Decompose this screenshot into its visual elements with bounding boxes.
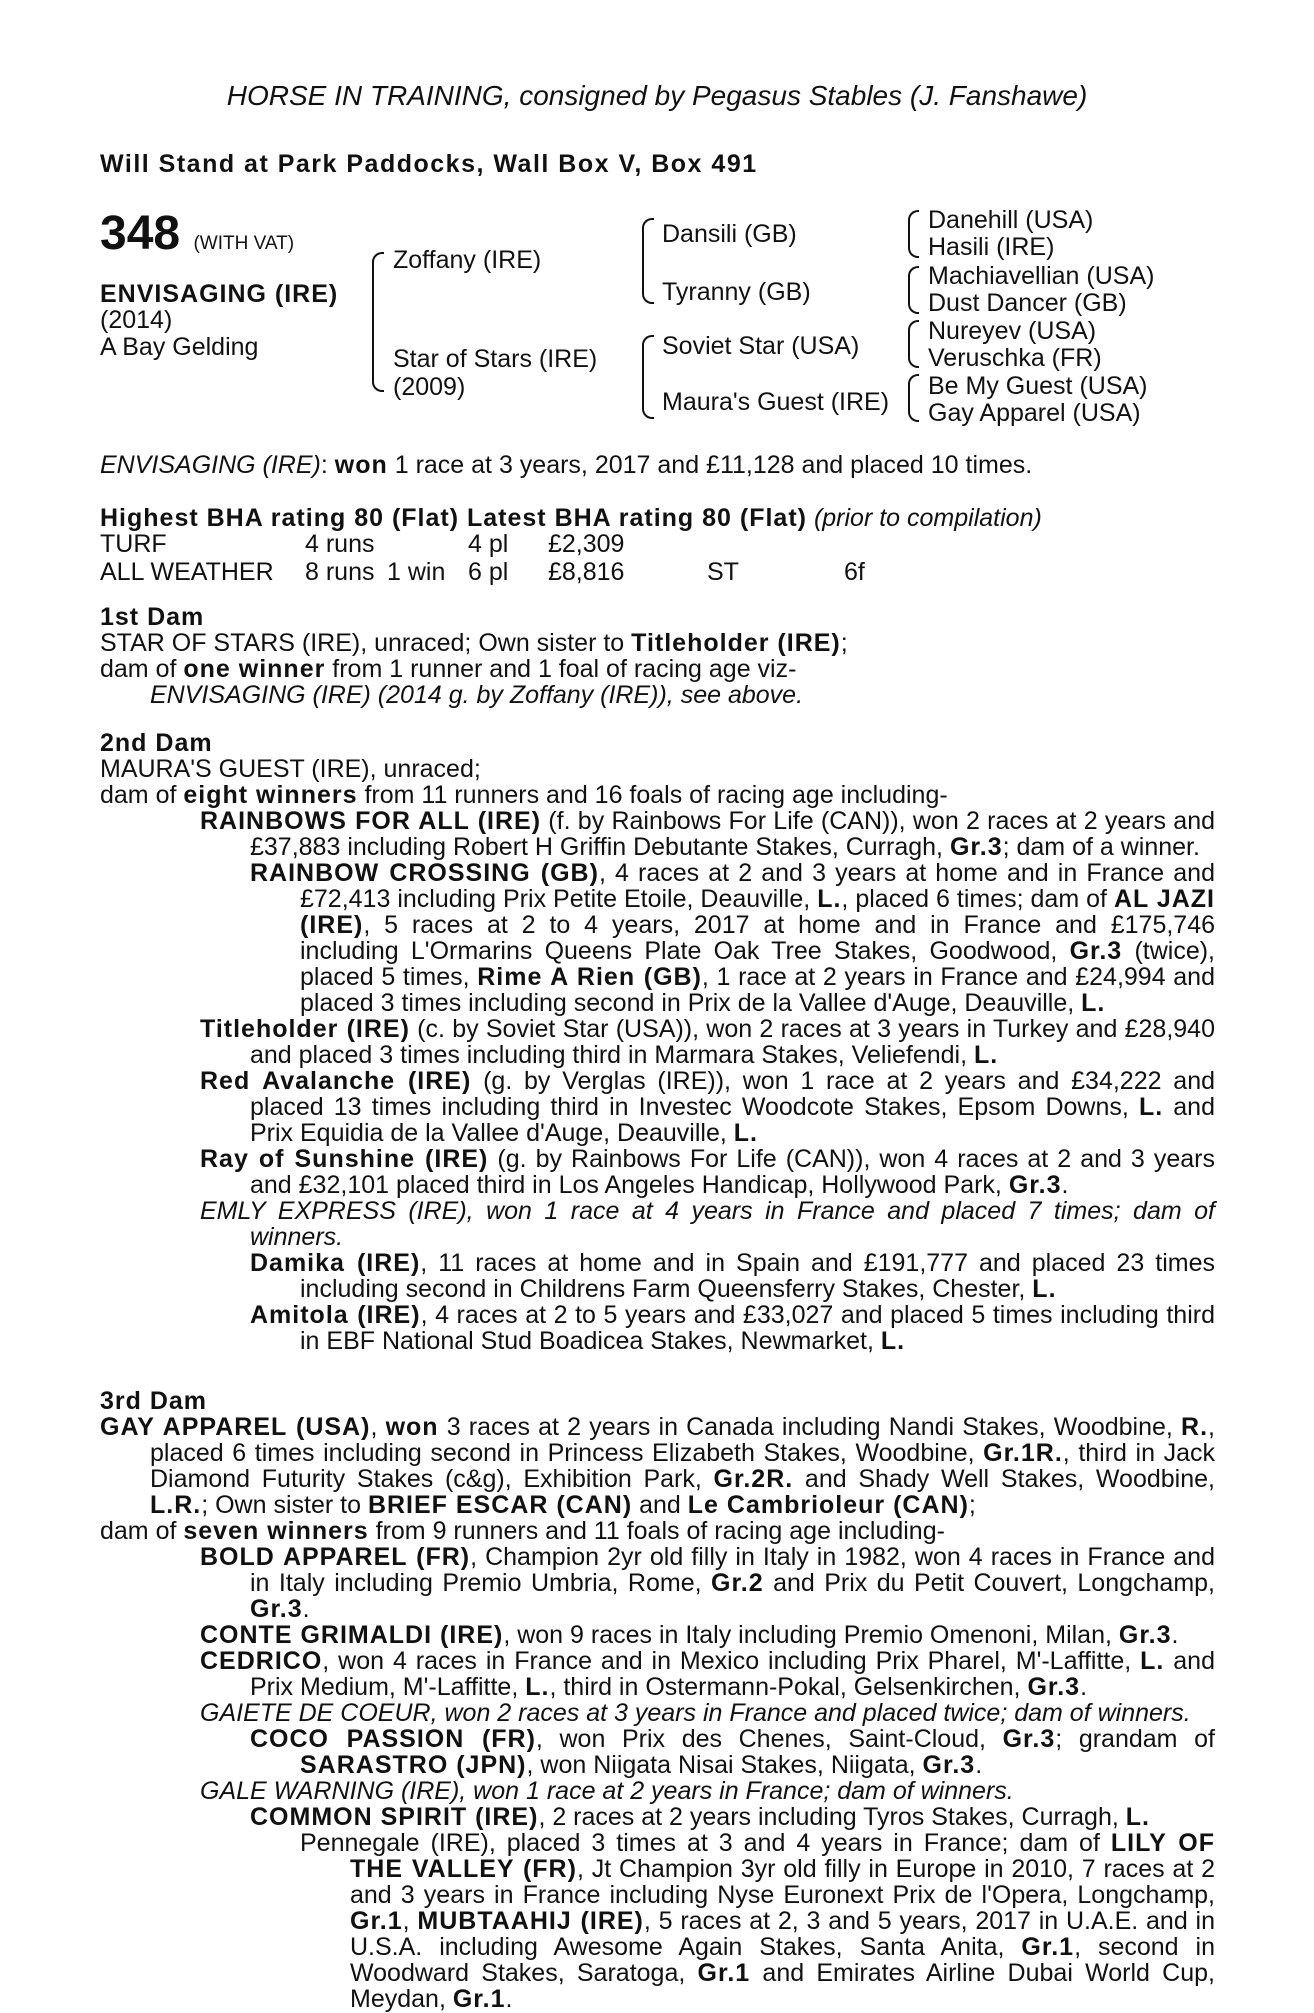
- bracket-gen3-d: [908, 374, 919, 422]
- horse-name: Amitola (IRE): [250, 1301, 421, 1329]
- grade: Gr.3: [1027, 1673, 1081, 1701]
- record-text: , third in Ostermann-Pokal, Gelsenkirchen,: [549, 1673, 1028, 1701]
- performance-row-allweather: [100, 558, 1250, 586]
- dam-sections: [100, 604, 1215, 2012]
- grade: R.: [1181, 1413, 1209, 1441]
- horse-name: BOLD APPAREL (FR): [200, 1543, 471, 1571]
- grade: L.: [733, 1119, 758, 1147]
- bracket-gen2-sire: [642, 218, 654, 304]
- record-text: , won 4 races in France and in Mexico including Prix Pharel, M'-Laffitte,: [322, 1647, 1141, 1675]
- record-text: and Prix du Petit Couvert, Longchamp,: [763, 1569, 1216, 1597]
- grade: Gr.3: [1002, 1725, 1056, 1753]
- record-text: .: [1080, 1673, 1088, 1701]
- summary-won: won: [334, 451, 388, 479]
- dam3-winners: seven winners: [183, 1517, 369, 1545]
- record-text: ;: [968, 1491, 976, 1519]
- horse-name: ENVISAGING (IRE): [100, 280, 339, 308]
- record-won: won: [385, 1413, 439, 1441]
- pedigree-sire-sire: Dansili (GB): [662, 220, 797, 248]
- perf-earnings: £2,309: [548, 530, 625, 558]
- record-text: , Champion 2yr old filly in Italy in 1982, won 4 races in France and in Italy including Premio Umbria, Rome,: [250, 1543, 1215, 1597]
- grade: Gr.1R.: [983, 1439, 1063, 1467]
- horse-year: (2014): [100, 306, 173, 334]
- dam2-progeny-rainbow-crossing: [100, 860, 1215, 1016]
- pedigree-dam-dam: Maura's Guest (IRE): [662, 388, 890, 416]
- record-text: , 4 races at 2 to 5 years and £33,027 and placed 5 times including third in EBF National Stud Boadicea Stakes, Newmarket,: [300, 1301, 1215, 1355]
- record-text: (f. by Rainbows For Life (CAN)), won 2 races at 2 years and £37,883 including Robert H Griffin Debutante Stakes, Curragh,: [250, 807, 1216, 861]
- bracket-gen3-b: [908, 266, 919, 314]
- record-text: (c. by Soviet Star (USA)), won 2 races at 3 years in Turkey and £28,940 and placed 3 times including third in Marmara Stakes, Veliefendi,: [250, 1015, 1215, 1069]
- dam1-text: STAR OF STARS (IRE), unraced; Own sister to: [100, 629, 632, 657]
- pedigree-g3: Machiavellian (USA): [928, 262, 1155, 290]
- perf-surface: ALL WEATHER: [100, 558, 274, 586]
- record-text: , placed 6 times; dam of: [841, 885, 1114, 913]
- stand-location: Will Stand at Park Paddocks, Wall Box V, Box 491: [100, 150, 758, 178]
- grade: Gr.3: [949, 833, 1003, 861]
- horse-name: Ray of Sunshine (IRE): [200, 1145, 489, 1173]
- record-text: (g. by Rainbows For Life (CAN)), won 4 races at 2 and 3 years and £32,101 placed third in Los Angeles Handicap, Hollywood Park,: [250, 1145, 1215, 1199]
- dam3-progeny-conte-grimaldi: [100, 1622, 1215, 1648]
- horse-name: COMMON SPIRIT (IRE): [250, 1803, 539, 1831]
- horse-name: GAY APPAREL (USA): [100, 1413, 371, 1441]
- performance-table: [100, 530, 1250, 586]
- dam2-progeny-rainbows-for-all: [100, 808, 1215, 860]
- dam2-progeny-titleholder: [100, 1016, 1215, 1068]
- record-text: and Emirates Airline Dubai World Cup, Meydan,: [350, 1959, 1215, 2013]
- record-text: , won Prix des Chenes, Saint-Cloud,: [535, 1725, 1003, 1753]
- dam2-progeny-emly-express: EMLY EXPRESS (IRE), won 1 race at 4 years in France and placed 7 times; dam of winners.: [200, 1197, 1215, 1251]
- grade: Gr.3: [1008, 1171, 1062, 1199]
- performance-row-turf: [100, 530, 1250, 558]
- horse-name: LILY OF THE VALLEY (FR): [350, 1829, 1215, 1883]
- pedigree-dam-sire: Soviet Star (USA): [662, 332, 860, 360]
- dam2-text: dam of: [100, 781, 184, 809]
- ratings-note: (prior to compilation): [813, 504, 1042, 532]
- lot-number: [100, 206, 294, 261]
- pedigree-g4: Dust Dancer (GB): [928, 289, 1127, 317]
- record-text: ; grandam of: [1055, 1725, 1215, 1753]
- horse-name: Rime A Rien (GB): [477, 963, 702, 991]
- dam1-heading: 1st Dam: [100, 603, 205, 631]
- dam1-text: dam of: [100, 655, 184, 683]
- dam1-line2: [100, 656, 1215, 682]
- pedigree-g6: Veruschka (FR): [928, 344, 1102, 372]
- bracket-gen2-dam: [642, 335, 654, 419]
- bracket-gen3-c: [908, 320, 919, 368]
- grade: Gr.1: [452, 1985, 506, 2013]
- perf-runs: 8 runs: [305, 558, 375, 586]
- record-text: , Jt Champion 3yr old filly in Europe in 2010, 7 races at 2 and 3 years in France including Nyse Euronext Prix de l'Opera, Longchamp,: [350, 1855, 1215, 1909]
- grade: L.: [880, 1327, 906, 1355]
- record-text: , third in Jack Diamond Futurity Stakes (c&g), Exhibition Park,: [150, 1439, 1215, 1493]
- grade: L.: [1081, 989, 1106, 1017]
- record-text: .: [505, 1985, 513, 2013]
- record-text: , 5 races at 2 to 4 years, 2017 at home and in France and £175,746 including L'Ormarins Queens Plate Oak Tree Stakes, Goodwood,: [300, 911, 1215, 965]
- grade: L.: [1140, 1647, 1165, 1675]
- horse-name: RAINBOW CROSSING (GB): [250, 859, 599, 887]
- horse-name: COCO PASSION (FR): [250, 1725, 536, 1753]
- record-text: Pennegale (IRE), placed 3 times at 3 and 4 years in France; dam of: [300, 1829, 1111, 1857]
- grade: Gr.3: [1069, 937, 1123, 965]
- pedigree-g7: Be My Guest (USA): [928, 372, 1148, 400]
- dam3-progeny-bold-apparel: [100, 1544, 1215, 1622]
- record-text: .: [1061, 1171, 1069, 1199]
- perf-earnings: £8,816: [548, 558, 625, 586]
- dam2-progeny-ray-of-sunshine: [100, 1146, 1215, 1198]
- dam2-progeny-red-avalanche: [100, 1068, 1215, 1146]
- perf-wins: 1 win: [387, 558, 446, 586]
- dam1-sister: Titleholder (IRE): [631, 629, 841, 657]
- grade: Gr.3: [250, 1595, 303, 1623]
- horse-name: BRIEF ESCAR (CAN): [367, 1491, 633, 1519]
- grade: L.: [525, 1673, 550, 1701]
- pedigree-g5: Nureyev (USA): [928, 317, 1097, 345]
- dam1-line1: [100, 630, 1215, 656]
- pedigree-sire: Zoffany (IRE): [393, 246, 542, 274]
- dam1-text: from 1 runner and 1 foal of racing age viz-: [325, 655, 797, 683]
- dam3-progeny-gale-warning: GALE WARNING (IRE), won 1 race at 2 years in France; dam of winners.: [200, 1777, 1014, 1805]
- page-header: HORSE IN TRAINING, consigned by Pegasus Stables (J. Fanshawe): [226, 80, 1088, 111]
- dam3-progeny-coco-passion: [100, 1726, 1215, 1778]
- perf-runs: 4 runs: [305, 530, 375, 558]
- dam3-progeny-cedrico: [100, 1648, 1215, 1700]
- perf-placed: 4 pl: [468, 530, 509, 558]
- vat-note: (WITH VAT): [193, 233, 295, 254]
- horse-name: AL JAZI (IRE): [300, 885, 1215, 939]
- record-text: .: [975, 1751, 983, 1779]
- pedigree-g1: Danehill (USA): [928, 206, 1094, 234]
- dam3-gay-apparel: [100, 1414, 1215, 1518]
- record-text: , 4 races at 2 and 3 years at home and in France and £72,413 including Prix Petite Etoile, Deauville,: [300, 859, 1215, 913]
- grade: L.: [817, 885, 842, 913]
- dam2-progeny-amitola: [100, 1302, 1215, 1354]
- horse-name: MUBTAAHIJ (IRE): [417, 1907, 644, 1935]
- dam3-progeny-common-spirit: [100, 1804, 1215, 1830]
- record-text: and Prix Medium, M'-Laffitte,: [250, 1647, 1215, 1701]
- dam3-text: dam of: [100, 1517, 184, 1545]
- dam3-progeny-gaiete-de-coeur: GAIETE DE COEUR, won 2 races at 3 years in France and placed twice; dam of winners.: [200, 1699, 1191, 1727]
- dam3-text: from 9 runners and 11 foals of racing age including-: [368, 1517, 945, 1545]
- bracket-gen1: [372, 252, 384, 392]
- record-text: ; dam of a winner.: [1002, 833, 1200, 861]
- record-text: , 5 races at 2, 3 and 5 years, 2017 in U.A.E. and in U.S.A. including Awesome Again Stakes, Santa Anita,: [350, 1907, 1215, 1961]
- grade: Gr.1: [697, 1959, 751, 1987]
- horse-name: Titleholder (IRE): [200, 1015, 410, 1043]
- grade: Gr.3: [922, 1751, 976, 1779]
- record-text: 3 races at 2 years in Canada including Nandi Stakes, Woodbine,: [438, 1413, 1182, 1441]
- horse-name: SARASTRO (JPN): [300, 1751, 527, 1779]
- record-text: , 11 races at home and in Spain and £191,777 and placed 23 times including second in Childrens Farm Queensferry Stakes, Chester,: [300, 1249, 1215, 1303]
- summary-name: ENVISAGING (IRE): [100, 451, 321, 479]
- record-text: ; Own sister to: [201, 1491, 368, 1519]
- grade: Gr.1: [350, 1907, 403, 1935]
- dam1-winners: one winner: [183, 655, 326, 683]
- grade: L.: [1138, 1093, 1164, 1121]
- lot-number-value: 348: [100, 207, 181, 260]
- grade: Gr.2: [711, 1569, 764, 1597]
- horse-name: Red Avalanche (IRE): [200, 1067, 472, 1095]
- race-summary: ENVISAGING (IRE): won 1 race at 3 years, 2017 and £11,128 and placed 10 times.: [100, 451, 1033, 479]
- grade: L.: [1032, 1275, 1057, 1303]
- grade: Gr.3: [1118, 1621, 1172, 1649]
- pedigree-dam: Star of Stars (IRE): [393, 345, 598, 373]
- pedigree-sire-dam: Tyranny (GB): [662, 278, 811, 306]
- dam2-heading: 2nd Dam: [100, 729, 213, 757]
- grade: L.: [974, 1041, 999, 1069]
- record-text: (twice), placed 5 times,: [300, 937, 1215, 991]
- grade: Gr.1: [1021, 1933, 1075, 1961]
- grade: Gr.2R.: [713, 1465, 794, 1493]
- perf-placed: 6 pl: [468, 558, 509, 586]
- dam2-line1: MAURA'S GUEST (IRE), unraced;: [100, 755, 481, 783]
- grade: L.R.: [150, 1491, 202, 1519]
- dam3-heading: 3rd Dam: [100, 1387, 208, 1415]
- bha-ratings: [100, 504, 1042, 533]
- dam1-text: ;: [840, 629, 848, 657]
- horse-name: CONTE GRIMALDI (IRE): [200, 1621, 504, 1649]
- dam2-winners: eight winners: [183, 781, 358, 809]
- perf-type: ST: [707, 558, 739, 586]
- record-text: and: [632, 1491, 688, 1519]
- record-text: .: [302, 1595, 310, 1623]
- record-text: , second in Woodward Stakes, Saratoga,: [350, 1933, 1216, 1987]
- bracket-gen3-a: [908, 210, 919, 258]
- pedigree-g8: Gay Apparel (USA): [928, 399, 1141, 427]
- horse-name: Le Cambrioleur (CAN): [687, 1491, 969, 1519]
- ratings-bold: Highest BHA rating 80 (Flat) Latest BHA rating 80 (Flat): [100, 504, 807, 532]
- record-text: and Prix Equidia de la Vallee d'Auge, Deauville,: [250, 1093, 1215, 1147]
- dam3-line2: [100, 1518, 1215, 1544]
- grade: L.: [1125, 1803, 1150, 1831]
- record-text: .: [1171, 1621, 1179, 1649]
- record-text: (g. by Verglas (IRE)), won 1 race at 2 years and £34,222 and placed 13 times including third in Investec Woodcote Stakes, Epsom Downs,: [250, 1067, 1215, 1121]
- dam2-text: from 11 runners and 16 foals of racing age including-: [357, 781, 948, 809]
- perf-surface: TURF: [100, 530, 167, 558]
- record-text: , won 9 races in Italy including Premio Omenoni, Milan,: [503, 1621, 1119, 1649]
- pedigree-dam-year: (2009): [393, 373, 466, 401]
- horse-name: Damika (IRE): [250, 1249, 421, 1277]
- record-text: ,: [402, 1907, 418, 1935]
- dam3-progeny-pennegale: [100, 1830, 1215, 2012]
- record-text: , 2 races at 2 years including Tyros Stakes, Curragh,: [538, 1803, 1126, 1831]
- summary-text: 1 race at 3 years, 2017 and £11,128 and placed 10 times.: [387, 451, 1033, 479]
- perf-distance: 6f: [844, 558, 865, 586]
- record-text: , placed 6 times including second in Princess Elizabeth Stakes, Woodbine,: [150, 1413, 1215, 1467]
- dam2-progeny-damika: [100, 1250, 1215, 1302]
- record-text: , 1 race at 2 years in France and £24,994 and placed 3 times including second in Prix de la Vallee d'Auge, Deauville,: [300, 963, 1215, 1017]
- record-text: , won Niigata Nisai Stakes, Niigata,: [526, 1751, 923, 1779]
- dam2-line2: [100, 782, 1215, 808]
- record-text: and Shady Well Stakes, Woodbine,: [793, 1465, 1215, 1493]
- dam1-line3: ENVISAGING (IRE) (2014 g. by Zoffany (IRE)), see above.: [150, 681, 804, 709]
- horse-name: CEDRICO: [200, 1647, 323, 1675]
- record-text: ,: [370, 1413, 386, 1441]
- horse-name: RAINBOWS FOR ALL (IRE): [200, 807, 542, 835]
- pedigree-g2: Hasili (IRE): [928, 233, 1055, 261]
- horse-description: A Bay Gelding: [100, 333, 259, 361]
